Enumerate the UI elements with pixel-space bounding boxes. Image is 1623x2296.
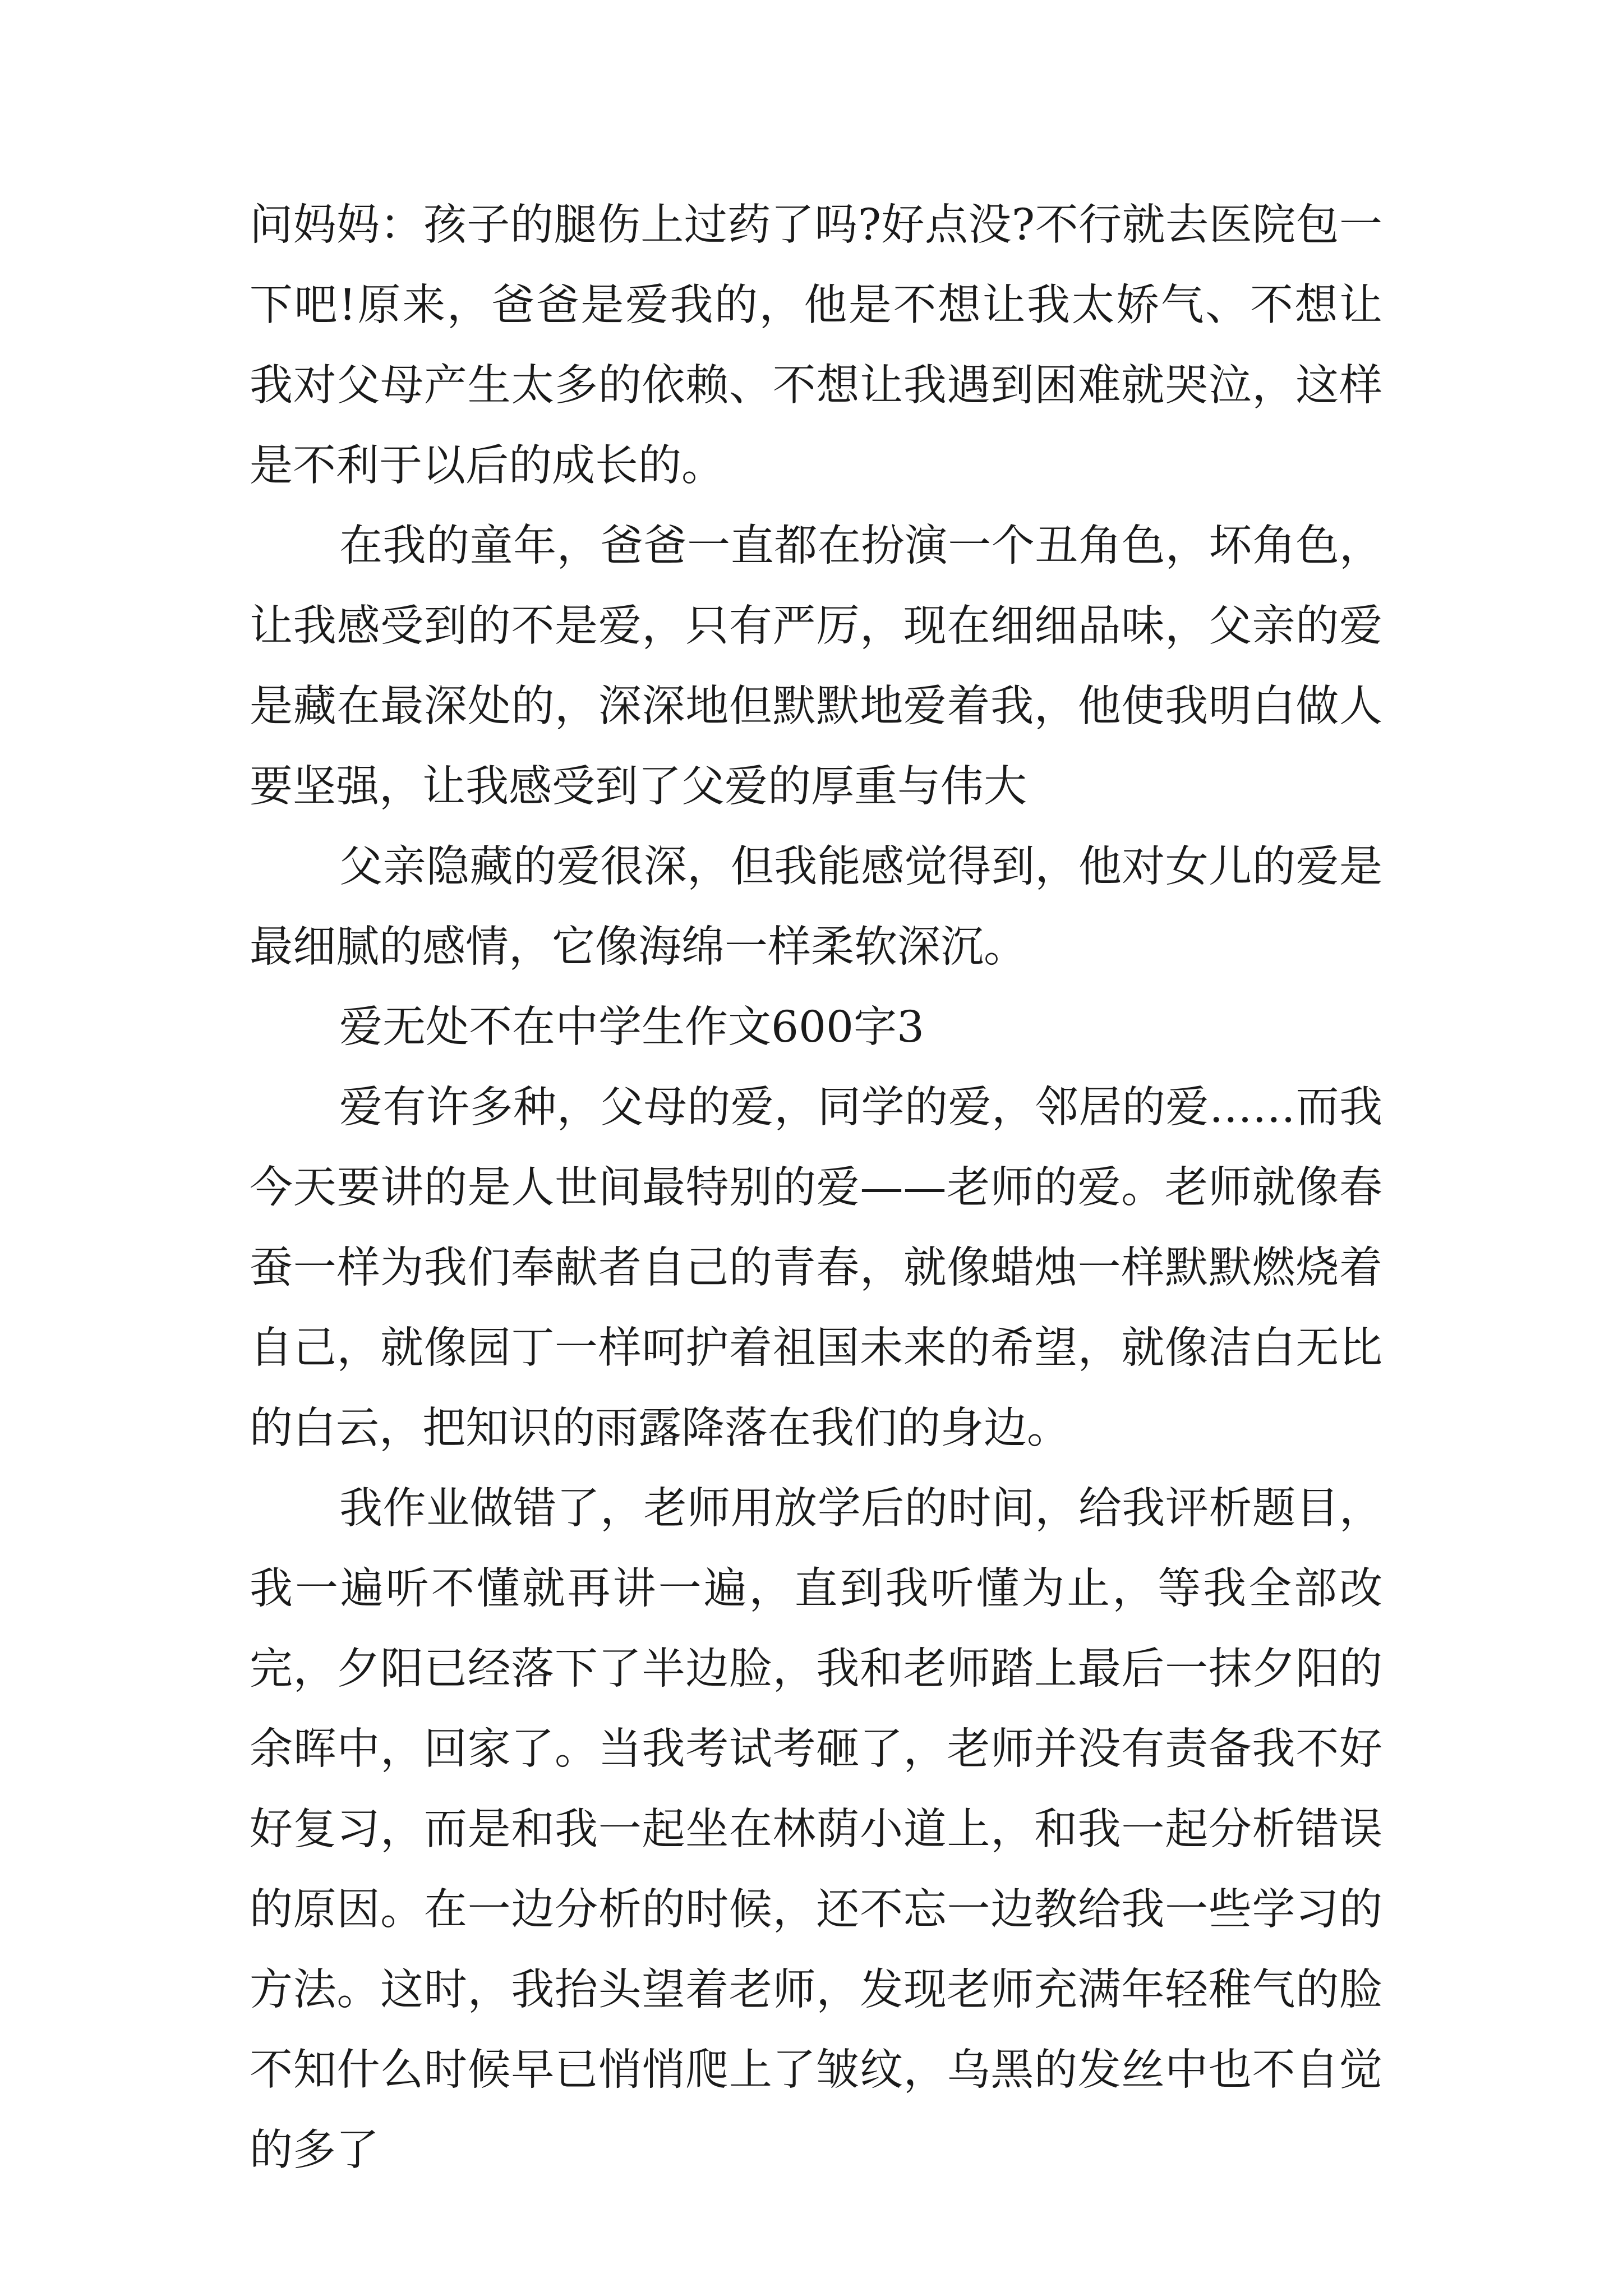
paragraph-teacher-love: 爱有许多种，父母的爱，同学的爱，邻居的爱……而我今天要讲的是人世间最特别的爱——老师的爱。老师就像春蚕一样为我们奉献者自己的青春，就像蜡烛一样默默燃烧着自己，就像园丁一样呵护着祖国未来的希望，就像洁白无比的白云，把知识的雨露降落在我们的身边。 [250,1083,1382,1453]
document-body [250,185,1382,2191]
paragraph-hidden-love: 父亲隐藏的爱很深，但我能感觉得到，他对女儿的爱是最细腻的感情，它像海绵一样柔软深沉。 [250,842,1382,972]
essay-heading: 爱无处不在中学生作文600字3 [339,1002,924,1052]
paragraph-childhood: 在我的童年，爸爸一直都在扮演一个丑角色，坏角色，让我感受到的不是爱，只有严厉，现在细细品味，父亲的爱是藏在最深处的，深深地但默默地爱着我，他使我明白做人要坚强，让我感受到了父爱的厚重与伟大 [250,521,1382,812]
paragraph-continuation: 问妈妈：孩子的腿伤上过药了吗?好点没?不行就去医院包一下吧!原来，爸爸是爱我的，他是不想让我太娇气、不想让我对父母产生太多的依赖、不想让我遇到困难就哭泣，这样是不利于以后的成长的。 [250,200,1382,491]
paragraph-homework: 我作业做错了，老师用放学后的时间，给我评析题目，我一遍听不懂就再讲一遍，直到我听懂为止，等我全部改完，夕阳已经落下了半边脸，我和老师踏上最后一抹夕阳的余晖中，回家了。当我考试考砸了，老师并没有责备我不好好复习，而是和我一起坐在林荫小道上，和我一起分析错误的原因。在一边分析的时候，还不忘一边教给我一些学习的方法。这时，我抬头望着老师，发现老师充满年轻稚气的脸不知什么时候早已悄悄爬上了皱纹，乌黑的发丝中也不自觉的多了 [250,1484,1382,2175]
